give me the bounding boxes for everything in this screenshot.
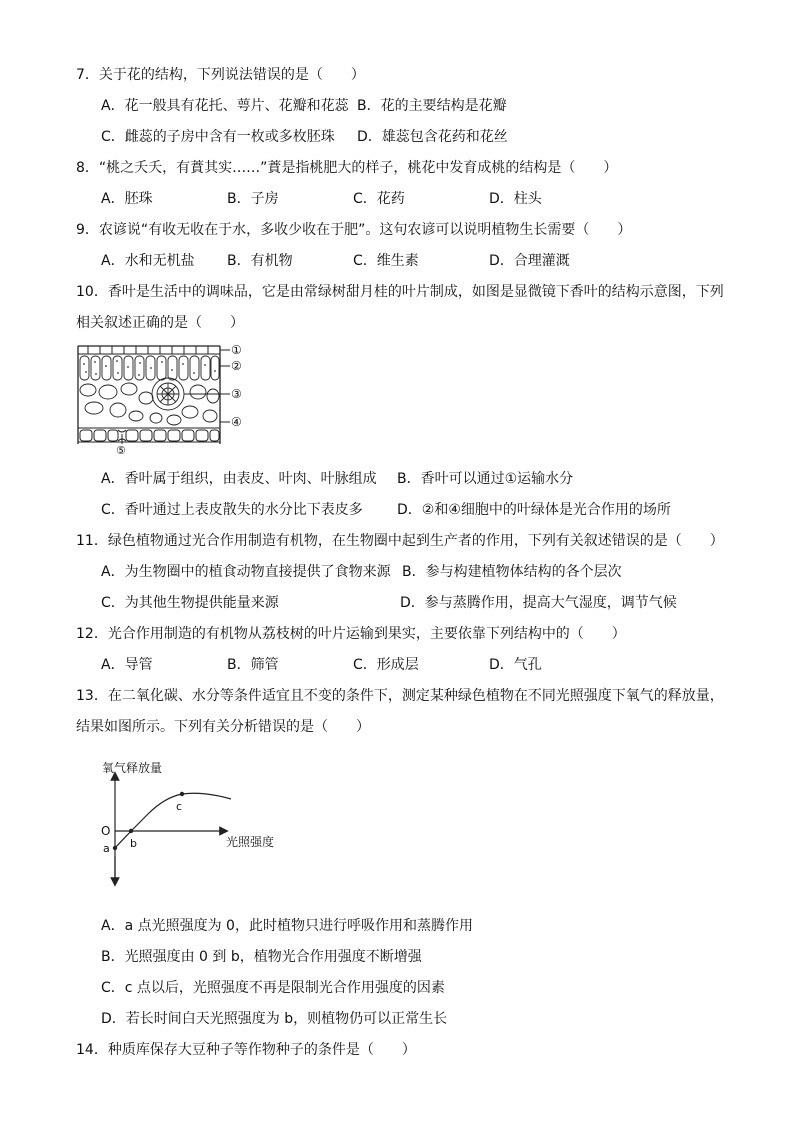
origin-label: O [101,824,111,838]
q11-option-d: D．参与蒸腾作用，提高大气湿度，调节气候 [400,595,677,611]
q12-option-a: A．导管 [101,657,153,673]
question-10-stem-line2: 相关叙述正确的是（ ） [76,315,244,331]
question-13-stem-line2: 结果如图所示。下列有关分析错误的是（ ） [76,719,370,735]
figure-label-2: ② [231,359,242,373]
point-b-label: b [130,837,137,850]
q8-option-b: B．子房 [227,191,279,207]
q10-option-c: C．香叶通过上表皮散失的水分比下表皮多 [101,502,363,518]
question-7-stem: 7．关于花的结构，下列说法错误的是（ ） [76,67,365,83]
q7-option-b: B．花的主要结构是花瓣 [357,98,507,114]
q11-option-a: A．为生物圈中的植食动物直接提供了食物来源 [101,564,391,580]
figure-label-5: ⑤ [116,444,126,456]
q13-option-b: B．光照强度由 0 到 b，植物光合作用强度不断增强 [101,949,422,965]
point-a-label: a [103,842,110,855]
q12-option-c: C．形成层 [353,657,419,673]
y-axis-label: 氧气释放量 [102,761,163,775]
q8-option-a: A．胚珠 [101,191,153,207]
q13-option-c: C．c 点以后，光照强度不再是限制光合作用强度的因素 [101,980,445,996]
x-axis-label: 光照强度 [226,835,275,849]
figure-label-4: ④ [231,415,242,429]
q9-option-b: B．有机物 [227,253,293,269]
figure-label-1: ① [231,343,242,357]
q7-option-a: A．花一般具有花托、萼片、花瓣和花蕊 [101,98,349,114]
question-9-stem: 9．农谚说“有收无收在于水，多收少收在于肥”。这句农谚可以说明植物生长需要（ ） [76,222,632,238]
q7-option-d: D．雄蕊包含花药和花丝 [357,129,508,145]
question-11-stem: 11．绿色植物通过光合作用制造有机物，在生物圈中起到生产者的作用，下列有关叙述错误的是（ ） [76,533,724,549]
point-a [113,846,117,850]
point-c [180,792,184,796]
q11-option-c: C．为其他生物提供能量来源 [101,595,279,611]
oxygen-release-graph [96,756,296,888]
question-12-stem: 12．光合作用制造的有机物从荔枝树的叶片运输到果实，主要依靠下列结构中的（ ） [76,626,626,642]
point-b [129,829,133,833]
q12-option-d: D．气孔 [489,657,542,673]
q10-option-b: B．香叶可以通过①运输水分 [397,471,574,487]
question-8-stem: 8．“桃之夭夭，有蕡其实……”蕡是指桃肥大的样子，桃花中发育成桃的结构是（ ） [76,160,618,176]
q13-option-a: A．a 点光照强度为 0，此时植物只进行呼吸作用和蒸腾作用 [101,918,473,934]
q9-option-a: A．水和无机盐 [101,253,195,269]
point-c-label: c [176,800,183,813]
question-10-stem-line1: 10．香叶是生活中的调味品，它是由常绿树甜月桂的叶片制成，如图是显微镜下香叶的结构示意图，下列 [76,284,724,300]
figure-label-3: ③ [231,387,242,401]
question-14-stem: 14．种质库保存大豆种子等作物种子的条件是（ ） [76,1042,416,1058]
q10-option-a: A．香叶属于组织，由表皮、叶肉、叶脉组成 [101,471,377,487]
q7-option-c: C．雌蕊的子房中含有一枚或多枚胚珠 [101,129,335,145]
q11-option-b: B．参与构建植物体结构的各个层次 [402,564,622,580]
q9-option-d: D．合理灌溉 [489,253,570,269]
q13-option-d: D．若长时间白天光照强度为 b，则植物仍可以正常生长 [101,1011,448,1027]
question-13-stem-line1: 13．在二氧化碳、水分等条件适宜且不变的条件下，测定某种绿色植物在不同光照强度下氧气的释放量， [76,688,724,704]
q10-option-d: D．②和④细胞中的叶绿体是光合作用的场所 [397,502,671,518]
leaf-cross-section-figure [74,340,254,456]
q9-option-c: C．维生素 [353,253,419,269]
q8-option-c: C．花药 [353,191,405,207]
q8-option-d: D．柱头 [489,191,542,207]
q12-option-b: B．筛管 [227,657,279,673]
